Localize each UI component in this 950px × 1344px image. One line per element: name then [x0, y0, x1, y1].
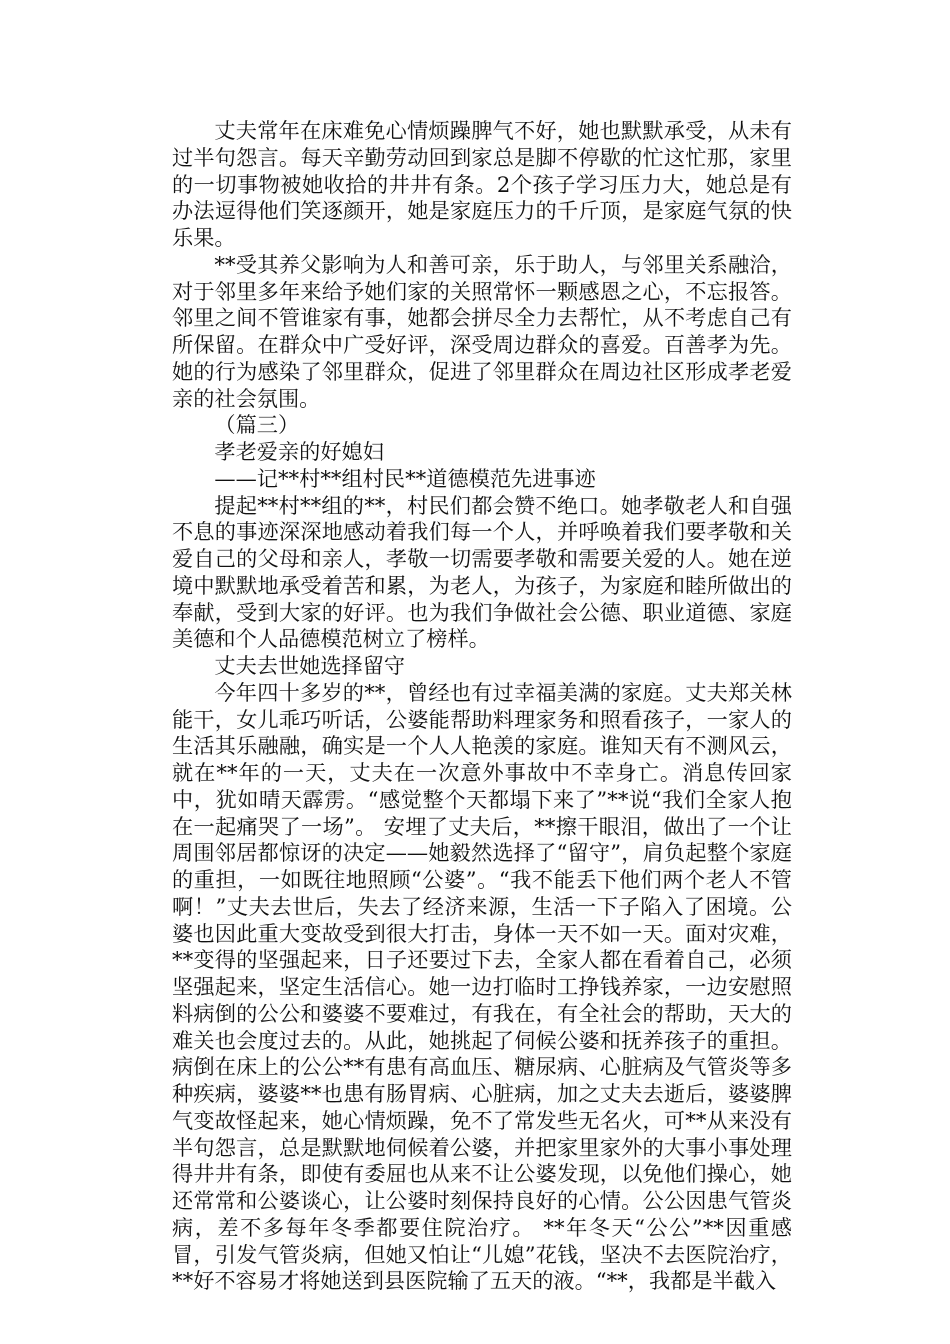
article-subtitle: ——记**村**组村民**道德模范先进事迹 — [214, 465, 596, 491]
document-body — [172, 118, 792, 1295]
paragraph-neighbors: **受其养父影响为人和善可亲，乐于助人，与邻里关系融洽，对于邻里多年来给予她们家的关照常怀一颗感恩之心，不忘报答。邻里之间不管谁家有事，她都会拼尽全力去帮忙，从不考虑自己有所保留。在群众中广受好评，深受周边群众的喜爱。百善孝为先。她的行为感染了邻里群众，促进了邻里群众在周边社区形成孝老爱亲的社会氛围。 — [172, 251, 792, 411]
paragraph-introduction: 提起**村**组的**，村民们都会赞不绝口。她孝敬老人和自强不息的事迹深深地感动着我们每一个人，并呼唤着我们要孝敬和关爱自己的父母和亲人，孝敬一切需要孝敬和需要关爱的人。她在逆境中默默地承受着苦和累，为老人，为孩子，为家庭和睦所做出的奉献，受到大家的好评。也为我们争做社会公德、职业道德、家庭美德和个人品德模范树立了榜样。 — [172, 492, 792, 652]
article-title: 孝老爱亲的好媳妇 — [214, 439, 384, 464]
section-label: （篇三） — [214, 412, 300, 438]
paragraph-husband-illness: 丈夫常年在床难免心情烦躁脾气不好，她也默默承受，从未有过半句怨言。每天辛勤劳动回到家总是脚不停歇的忙这忙那，家里的一切事物被她收拾的井井有条。2个孩子学习压力大，她总是有办法逗得他们笑逐颜开，她是家庭压力的千斤顶，是家庭气氛的快乐果。 — [172, 118, 792, 250]
paragraph-story: 今年四十多岁的**，曾经也有过幸福美满的家庭。丈夫郑关林能干，女儿乖巧听话，公婆能帮助料理家务和照看孩子，一家人的生活其乐融融，确实是一个人人艳羡的家庭。谁知天有不测风云，就在**年的一天，丈夫在一次意外事故中不幸身亡。消息传回家中，犹如晴天霹雳。“感觉整个天都塌下来了”**说“我们全家人抱在一起痛哭了一场”。 安埋了丈夫后，**擦干眼泪，做出了一个让周围邻居都惊讶的决定——她毅然选择了“留守”，肩负起整个家庭的重担，一如既往地照顾“公婆”。“我不能丢下他们两个老人不管啊！”丈夫去世后，失去了经济来源，生活一下子陷入了困境。公婆也因此重大变故受到很大打击，身体一天不如一天。面对灾难，**变得的坚强起来，日子还要过下去，全家人都在看着自己，必须坚强起来，坚定生活信心。她一边打临时工挣钱养家，一边安慰照料病倒的公公和婆婆不要难过，有我在，有全社会的帮助，天大的难关也会度过去的。从此，她挑起了伺候公婆和抚养孩子的重担。病倒在床上的公公**有患有高血压、糖尿病、心脏病及气管炎等多种疾病，婆婆**也患有肠胃病、心脏病，加之丈夫去逝后，婆婆脾气变故怪起来，她心情烦躁，免不了常发些无名火，可**从来没有半句怨言，总是默默地伺候着公婆，并把家里家外的大事小事处理得井井有条，即使有委屈也从来不让公婆发现，以免他们操心，她还常常和公婆谈心，让公婆时刻保持良好的心情。公公因患气管炎病，差不多每年冬季都要住院治疗。 **年冬天“公公”**因重感冒，引发气管炎病，但她又怕让“儿媳”花钱，坚决不去医院治疗，**好不容易才将她送到县医院输了五天的液。“**，我都是半截入 — [172, 679, 792, 1294]
section-heading: 丈夫去世她选择留守 — [214, 653, 406, 678]
